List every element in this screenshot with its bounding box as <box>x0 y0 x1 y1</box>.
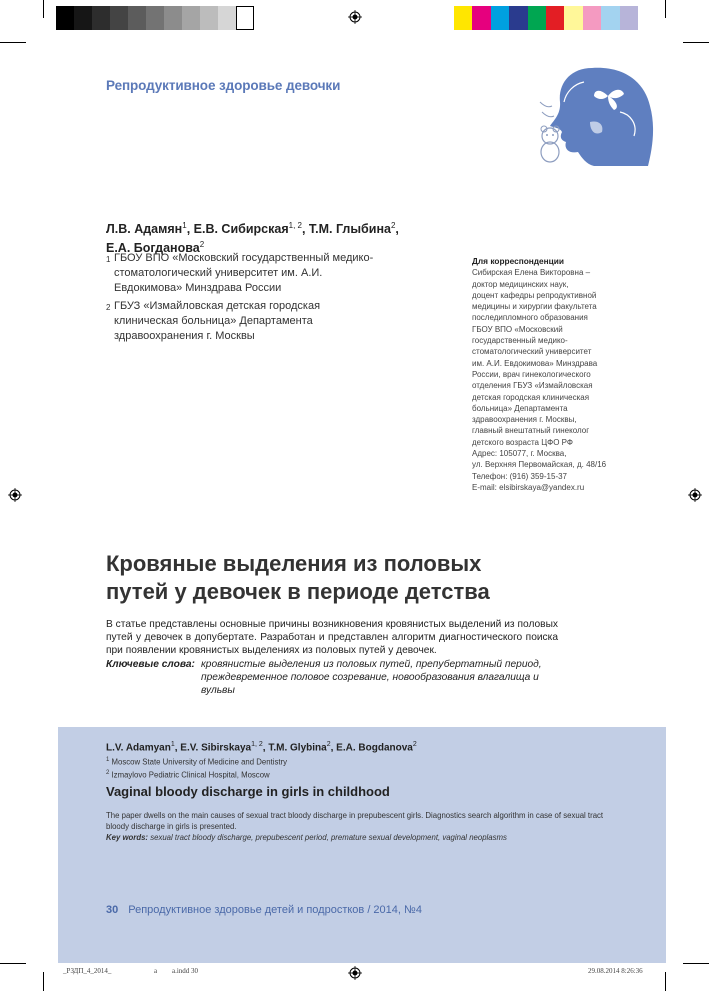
correspondence-line: государственный медико- <box>472 336 568 346</box>
author-name: , T.M. Glybina <box>262 742 327 754</box>
correspondence-title: Для корреспонденции <box>472 256 564 266</box>
affiliation-sup: 1, 2 <box>251 741 263 748</box>
page-footer <box>106 904 422 916</box>
keywords-label: Ключевые слова: <box>106 659 195 670</box>
correspondence-line: последипломного образования <box>472 313 588 323</box>
gray-swatch <box>56 6 74 30</box>
gray-swatch <box>236 6 254 30</box>
girl-profile-butterfly-teddy-icon <box>530 62 660 170</box>
color-swatch <box>472 6 490 30</box>
correspondence-line: им. А.И. Евдокимова» Минздрава <box>472 358 598 368</box>
keywords-en <box>106 832 626 843</box>
affiliation-text: Moscow State University of Medicine and Dentistry <box>111 757 288 767</box>
crop-mark <box>0 963 26 964</box>
affiliation-sup: 2 <box>390 221 396 230</box>
affiliations-en <box>106 755 287 780</box>
correspondence-line: E-mail: elsibirskaya@yandex.ru <box>472 482 585 492</box>
crop-mark <box>0 42 26 43</box>
slug-filename: _РЗДП_4_2014_ <box>63 967 112 975</box>
affiliation-sup: 2 <box>199 240 205 250</box>
slug-a: a <box>154 967 158 975</box>
affiliations-ru <box>106 251 386 347</box>
registration-mark-icon <box>348 966 362 980</box>
crop-mark <box>683 42 709 43</box>
author-name: Л.В. Адамян <box>106 222 183 237</box>
correspondence-line: детская городская клиническая <box>472 392 590 402</box>
correspondence-line: Сибирская Елена Викторовна – <box>472 268 591 278</box>
keywords-text: кровянистые выделения из половых путей, препубертатный период, преждевременное половое созревание, новообразования влагалища и вульвы <box>201 659 542 696</box>
author-name: L.V. Adamyan <box>106 742 171 754</box>
color-swatch <box>491 6 509 30</box>
correspondence-line: стоматологический университет <box>472 347 592 357</box>
affiliation-number: 2 <box>106 303 111 312</box>
slug-datetime: 29.08.2014 8:26:36 <box>588 967 643 975</box>
correspondence-line: ГБОУ ВПО «Московский <box>472 324 563 334</box>
gray-swatch <box>146 6 164 30</box>
correspondence-line: главный внештатный гинеколог <box>472 426 590 436</box>
correspondence-line: здравоохранения г. Москвы, <box>472 415 577 425</box>
correspondence-line: доктор медицинских наук, <box>472 279 569 289</box>
affiliation-text: ГБУЗ «Измайловская детская городская клиническая больница» Департамента здравоохранения г. Москвы <box>114 300 321 342</box>
affiliation-sup: 2 <box>412 741 417 748</box>
color-swatch <box>564 6 582 30</box>
color-swatch <box>583 6 601 30</box>
title-line: путей у девочек в периоде детства <box>106 579 490 604</box>
author-name: , E.A. Bogdanova <box>330 742 413 754</box>
abstract-en: The paper dwells on the main causes of sexual tract bloody discharge in prepubescent girls. Diagnostics search algorithm in case of sexual tract bloody discharge in girls is presented. <box>106 811 604 831</box>
color-swatch <box>509 6 527 30</box>
crop-mark <box>665 0 666 18</box>
affiliation-sup: 1 <box>170 741 175 748</box>
affiliation-text: ГБОУ ВПО «Московский государственный медико-стоматологический университет им. А.И. Евдокимова» Минздрава России <box>114 252 374 294</box>
affiliation-sup: 1, 2 <box>288 221 302 230</box>
affiliation-number: 2 <box>106 769 110 776</box>
crop-mark <box>43 972 44 991</box>
color-swatch <box>528 6 546 30</box>
article-title-en: Vaginal bloody discharge in girls in childhood <box>106 784 390 799</box>
separator: , <box>395 222 399 237</box>
registration-mark-icon <box>8 488 22 502</box>
correspondence-line: ул. Верхняя Первомайская, д. 48/16 <box>472 460 607 470</box>
affiliation-number: 1 <box>106 757 110 763</box>
correspondence-line: медицины и хирургии факультета <box>472 302 597 312</box>
author-name: , E.V. Sibirskaya <box>174 742 252 754</box>
affiliation-item <box>106 299 386 344</box>
section-header: Репродуктивное здоровье девочки <box>106 78 341 93</box>
abstract-ru: В статье представлены основные причины возникновения кровянистых выделений из половых путей у девочек в допубертате. Разработан и представлен алгоритм диагностического поиска при появлении кровянистых выделениях из половых путей у девочек. <box>106 619 558 656</box>
gray-swatch <box>218 6 236 30</box>
journal-name: Репродуктивное здоровье детей и подростков / 2014, №4 <box>128 904 422 916</box>
correspondence-line: отделения ГБУЗ «Измайловская <box>472 381 593 391</box>
affiliation-sup: 2 <box>326 741 331 748</box>
correspondence-line: больница» Департамента <box>472 403 568 413</box>
color-swatch <box>454 6 472 30</box>
registration-mark-icon <box>348 10 362 24</box>
correspondence-line: детского возраста ЦФО РФ <box>472 437 573 447</box>
keywords-ru <box>106 658 561 697</box>
gray-swatch <box>164 6 182 30</box>
author-name: , Е.В. Сибирская <box>186 222 289 237</box>
gray-swatch <box>110 6 128 30</box>
registration-mark-icon <box>688 488 702 502</box>
article-title-ru <box>106 550 576 606</box>
color-calibration-bar <box>454 6 638 30</box>
crop-mark <box>683 963 709 964</box>
gray-swatch <box>200 6 218 30</box>
color-swatch <box>546 6 564 30</box>
affiliation-item <box>106 768 287 781</box>
affiliation-number: 1 <box>106 255 111 264</box>
correspondence-line: Адрес: 105077, г. Москва, <box>472 449 567 459</box>
author-name: Е.А. Богданова <box>106 241 200 256</box>
color-swatch <box>601 6 619 30</box>
correspondence-line: России, врач гинекологического <box>472 369 591 379</box>
author-name: , Т.М. Глыбина <box>301 222 391 237</box>
page-number: 30 <box>106 904 119 916</box>
color-swatch <box>620 6 638 30</box>
correspondence-block <box>472 256 622 493</box>
correspondence-line: доцент кафедры репродуктивной <box>472 290 597 300</box>
slug-indd: a.indd 30 <box>172 967 199 975</box>
authors-en <box>106 741 417 753</box>
grayscale-calibration-bar <box>56 6 254 30</box>
correspondence-line: Телефон: (916) 359-15-37 <box>472 471 568 481</box>
crop-mark <box>665 972 666 991</box>
gray-swatch <box>182 6 200 30</box>
affiliation-item <box>106 251 386 296</box>
crop-mark <box>43 0 44 18</box>
affiliation-text: Izmaylovo Pediatric Clinical Hospital, Moscow <box>111 770 270 780</box>
affiliation-sup: 1 <box>182 221 187 230</box>
gray-swatch <box>74 6 92 30</box>
affiliation-item <box>106 755 287 768</box>
keywords-text: sexual tract bloody discharge, prepubescent period, premature sexual development, vaginal neoplasms <box>150 833 507 842</box>
gray-swatch <box>92 6 110 30</box>
title-line: Кровяные выделения из половых <box>106 551 482 576</box>
gray-swatch <box>128 6 146 30</box>
keywords-label: Key words: <box>106 833 149 842</box>
